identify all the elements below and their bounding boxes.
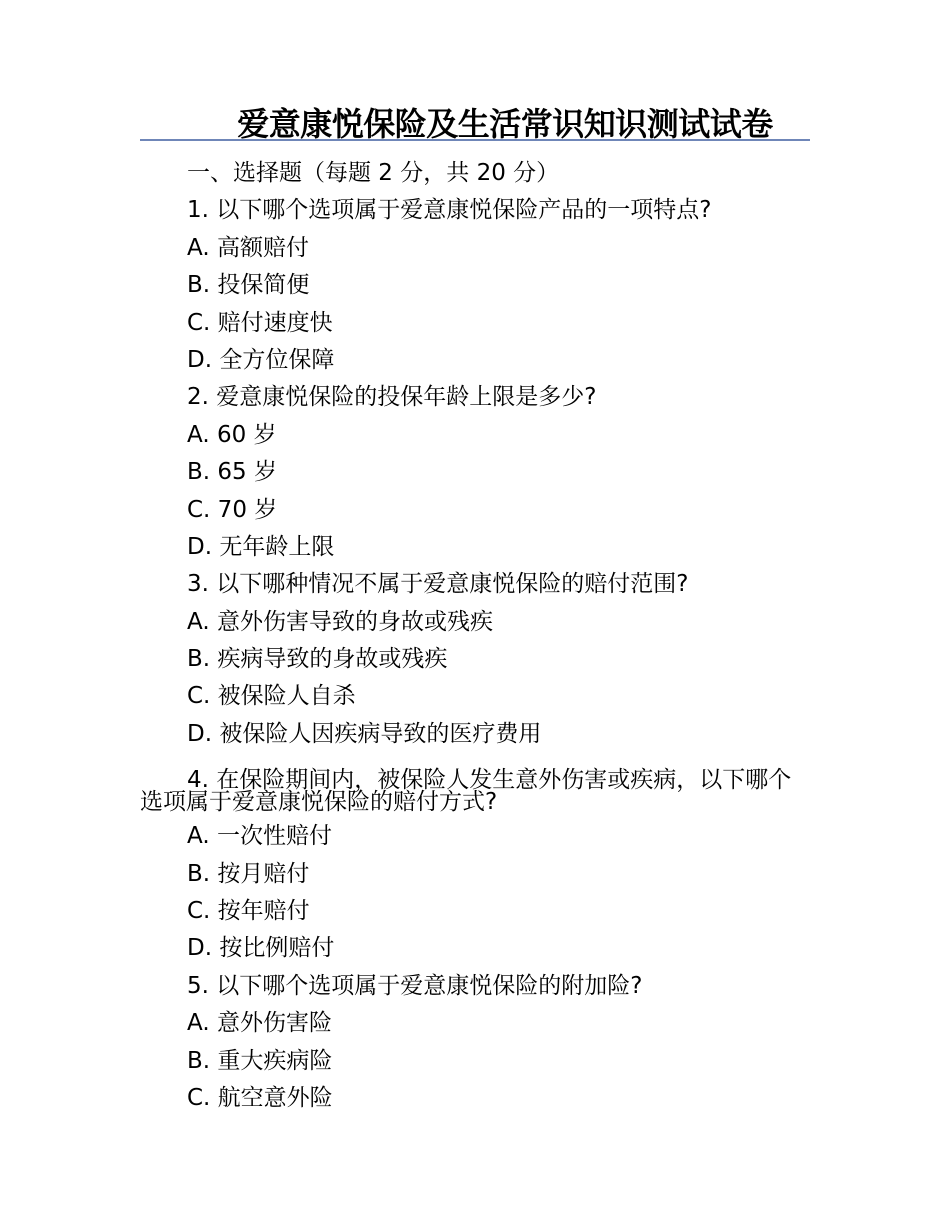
section-heading: 一、选择题（每题 2 分，共 20 分） <box>187 160 560 186</box>
question-option: A. 高额赔付 <box>187 234 309 261</box>
question-option: A. 意外伤害险 <box>187 1010 332 1037</box>
question-option: C. 航空意外险 <box>187 1084 333 1111</box>
question-option: C. 赔付速度快 <box>187 309 333 336</box>
question-option: B. 按月赔付 <box>187 860 310 887</box>
question-option: B. 疾病导致的身故或残疾 <box>187 646 448 673</box>
title-underline <box>140 139 810 141</box>
question-option: B. 投保简便 <box>187 272 310 299</box>
document-body <box>140 155 817 1117</box>
question-text: 2. 爱意康悦保险的投保年龄上限是多少? <box>187 384 597 411</box>
question-option: D. 被保险人因疾病导致的医疗费用 <box>187 720 542 747</box>
question-text: 5. 以下哪个选项属于爱意康悦保险的附加险? <box>187 972 643 999</box>
question-option: C. 70 岁 <box>187 496 278 523</box>
question-option: D. 全方位保障 <box>187 346 335 373</box>
question-option: C. 被保险人自杀 <box>187 683 356 710</box>
question-text: 4. 在保险期间内，被保险人发生意外伤害或疾病，以下哪个选项属于爱意康悦保险的赔付方式? <box>140 767 792 816</box>
question-option: B. 重大疾病险 <box>187 1047 333 1074</box>
question-option: D. 按比例赔付 <box>187 935 335 962</box>
question-option: B. 65 岁 <box>187 459 277 486</box>
question-option: A. 意外伤害导致的身故或残疾 <box>187 608 493 635</box>
question-option: D. 无年龄上限 <box>187 533 335 560</box>
question-option: A. 60 岁 <box>187 421 277 448</box>
document-title: 爱意康悦保险及生活常识知识测试试卷 <box>237 105 773 143</box>
question-text: 1. 以下哪个选项属于爱意康悦保险产品的一项特点? <box>187 197 712 224</box>
question-option: C. 按年赔付 <box>187 898 310 925</box>
question-text: 3. 以下哪种情况不属于爱意康悦保险的赔付范围? <box>187 571 689 598</box>
question-option: A. 一次性赔付 <box>187 823 332 850</box>
